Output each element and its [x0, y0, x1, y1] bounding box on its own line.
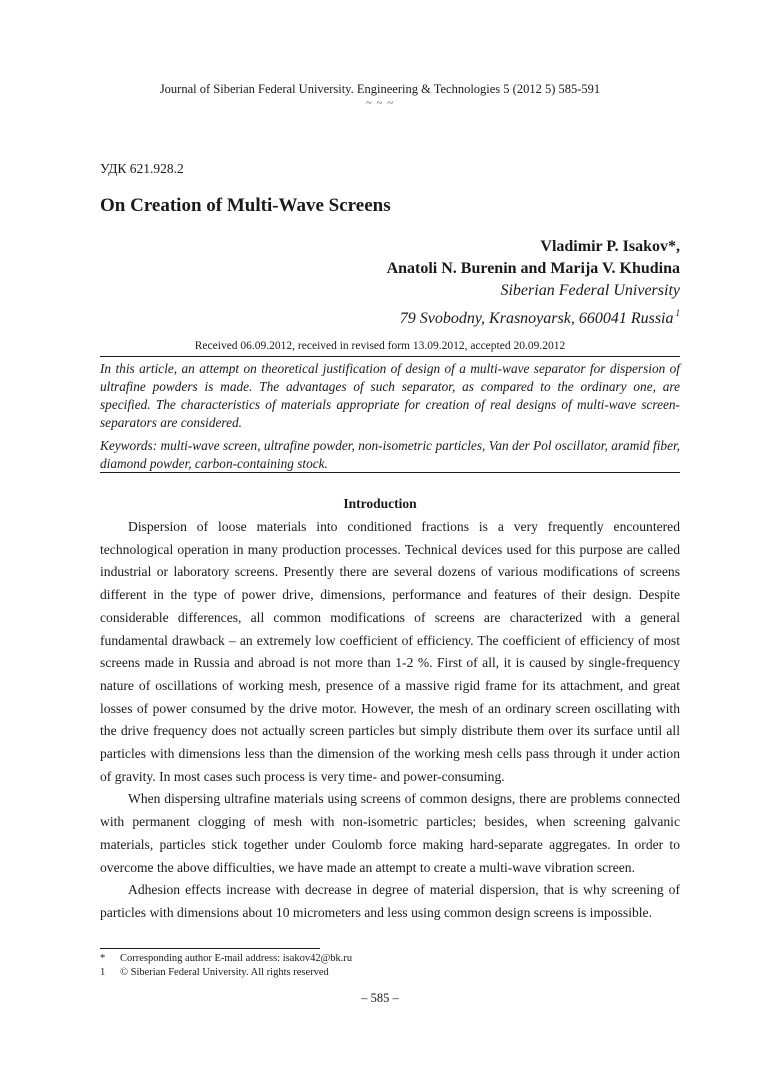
journal-header: Journal of Siberian Federal University. Engineering & Technologies 5 (2012 5) 585-591 — [159, 82, 601, 96]
paragraph: When dispersing ultrafine materials using screens of common designs, there are problems connected with permanent clogging of mesh with non-isometric particles; besides, when screening galvanic materials, particles stick together under Coulomb force making hard-separate aggregates. In order to overcome the above difficulties, we have made an attempt to create a multi-wave vibration screen. — [100, 791, 680, 875]
abstract — [100, 360, 680, 473]
address-line — [120, 302, 680, 330]
author-block — [120, 236, 680, 330]
paragraph: Adhesion effects increase with decrease in degree of material dispersion, that is why screening of particles with dimensions about 10 micrometers and less using common design screens is impossible. — [100, 882, 680, 920]
footnote-mark: * — [100, 953, 106, 964]
address-footnote-mark: 1 — [675, 308, 680, 318]
footnote-mark: 1 — [100, 967, 106, 978]
address: 79 Svobodny, Krasnoyarsk, 660041 Russia — [399, 310, 674, 327]
author-line-2: Anatoli N. Burenin and Marija V. Khudina — [386, 260, 680, 277]
received-dates: Received 06.09.2012, received in revised form 13.09.2012, accepted 20.09.2012 — [194, 340, 566, 352]
abstract-top-rule — [100, 356, 680, 357]
footnote-rule — [100, 948, 320, 949]
footnote-text: © Siberian Federal University. All rights reserved — [120, 967, 329, 978]
abstract-bottom-rule — [100, 472, 680, 473]
body-text — [100, 516, 680, 925]
paragraph: Dispersion of loose materials into conditioned fractions is a very frequently encountered technological operation in many production processes. Technical devices used for this purpose are called industrial or laboratory screens. Presently there are several dozens of various modifications of screens different in the type of power drive, dimensions, performance and features of their design. Despite considerable differences, all common modifications of screens are characterized with a general fundamental drawback – an extremely low coefficient of efficiency. The coefficient of efficiency of most screens made in Russia and abroad is not more than 1-2 %. First of all, it is caused by single-frequency nature of oscillations of working mesh, presence of a massive rigid frame for its attachment, and great losses of power consumed by the drive motor. However, the mesh of an ordinary screen oscillating with the drive frequency does not actually screen particles but simply distribute them over its surface until all particles with dimensions less than the dimension of the working mesh cells pass through it under action of gravity. In most cases such process is very time- and power-consuming. — [100, 519, 680, 784]
footnote — [100, 966, 680, 980]
article-title: On Creation of Multi-Wave Screens — [100, 195, 391, 216]
footnote-text: Corresponding author E-mail address: isakov42@bk.ru — [120, 953, 353, 964]
abstract-text: In this article, an attempt on theoretical justification of design of a multi-wave separator for dispersion of ultrafine powders is made. The advantages of such separator, as compared to the ordinary one, are specified. The characteristics of materials appropriate for creation of real designs of multi-wave screen-separators are considered. — [100, 361, 680, 430]
header-ornament: ~ ~ ~ — [365, 97, 395, 109]
footnotes — [100, 952, 680, 980]
footnote — [100, 952, 680, 966]
page-number: – 585 – — [361, 991, 399, 1005]
keywords: Keywords: multi-wave screen, ultrafine powder, non-isometric particles, Van der Pol oscillator, aramid fiber, diamond powder, carbon-containing stock. — [100, 438, 680, 471]
author-line-1: Vladimir P. Isakov*, — [540, 238, 680, 255]
udk-code: УДК 621.928.2 — [100, 161, 184, 176]
affiliation: Siberian Federal University — [500, 282, 680, 299]
section-heading: Introduction — [343, 496, 417, 511]
